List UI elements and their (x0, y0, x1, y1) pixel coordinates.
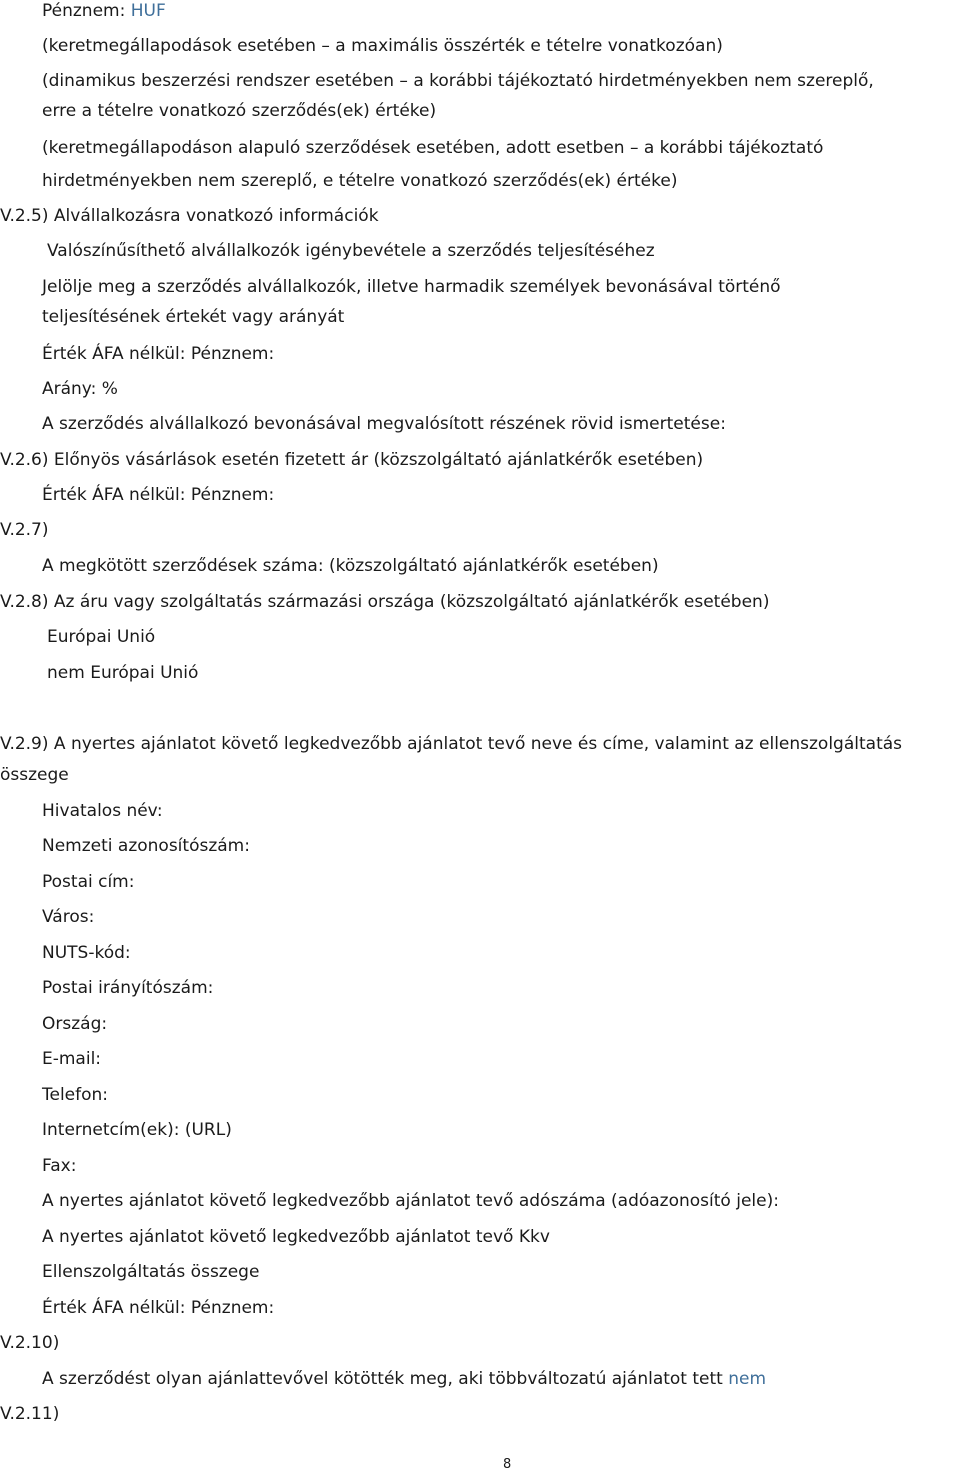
phone-label: Telefon: (42, 1085, 109, 1105)
framework-contract-note-line2: hirdetményekben nem szereplő, e tételre vonatkozó szerződés(ek) értéke) (42, 171, 678, 191)
national-id-label: Nemzeti azonosítószám: (42, 836, 250, 856)
value-excl-vat-label-3: Érték ÁFA nélkül: Pénznem: (42, 1298, 275, 1318)
dps-note-line2: erre a tételre vonatkozó szerződés(ek) értéke) (42, 101, 437, 121)
section-v-2-7-heading: V.2.7) (0, 520, 49, 540)
consideration-amount-label: Ellenszolgáltatás összege (42, 1262, 260, 1282)
currency-label: Pénznem: (42, 1, 126, 21)
framework-contract-note-line1: (keretmegállapodáson alapuló szerződések esetében, adott esetben – a korábbi tájékoztató (42, 138, 824, 158)
city-label: Város: (42, 907, 95, 927)
subcontracting-instruction-line2: teljesítésének értekét vagy arányát (42, 307, 345, 327)
page-number: 8 (503, 1457, 512, 1472)
subcontracting-description-label: A szerződés alvállalkozó bevonásával megvalósított részének rövid ismertetése: (42, 414, 726, 434)
variant-tender-line (42, 1368, 766, 1390)
value-excl-vat-label: Érték ÁFA nélkül: Pénznem: (42, 344, 275, 364)
dps-note-line1: (dinamikus beszerzési rendszer esetében – a korábbi tájékoztató hirdetményekben nem szereplő, (42, 71, 874, 91)
section-v-2-6-heading: V.2.6) Előnyös vásárlások esetén fizetett ár (közszolgáltató ajánlatkérők esetében) (0, 450, 704, 470)
country-label: Ország: (42, 1014, 108, 1034)
option-eu: Európai Unió (47, 627, 156, 647)
sme-label: A nyertes ajánlatot követő legkedvezőbb ajánlatot tevő Kkv (42, 1227, 550, 1247)
contracts-count-label: A megkötött szerződések száma: (közszolgáltató ajánlatkérők esetében) (42, 556, 659, 576)
section-v-2-9-heading-line1: V.2.9) A nyertes ajánlatot követő legkedvezőbb ajánlatot tevő neve és címe, valamint az ellenszolgáltatás (0, 734, 903, 754)
value-excl-vat-label-2: Érték ÁFA nélkül: Pénznem: (42, 485, 275, 505)
subcontracting-instruction-line1: Jelölje meg a szerződés alvállalkozók, illetve harmadik személyek bevonásával történő (42, 277, 781, 297)
official-name-label: Hivatalos név: (42, 801, 163, 821)
option-non-eu: nem Európai Unió (47, 663, 199, 683)
postal-address-label: Postai cím: (42, 872, 135, 892)
section-v-2-11-heading: V.2.11) (0, 1404, 60, 1424)
postal-code-label: Postai irányítószám: (42, 978, 214, 998)
fax-label: Fax: (42, 1156, 77, 1176)
section-v-2-8-heading: V.2.8) Az áru vagy szolgáltatás származási országa (közszolgáltató ajánlatkérők esetében) (0, 592, 770, 612)
currency-value: HUF (130, 1, 166, 21)
framework-note: (keretmegállapodások esetében – a maximális összérték e tételre vonatkozóan) (42, 36, 723, 56)
section-v-2-10-heading: V.2.10) (0, 1333, 60, 1353)
proportion-label: Arány: % (42, 379, 118, 399)
section-v-2-9-heading-line2: összege (0, 765, 69, 785)
currency-line (42, 0, 166, 22)
variant-tender-value: nem (728, 1369, 767, 1389)
nuts-code-label: NUTS-kód: (42, 943, 131, 963)
internet-address-label: Internetcím(ek): (URL) (42, 1120, 232, 1140)
section-v-2-5-heading: V.2.5) Alvállalkozásra vonatkozó információk (0, 206, 379, 226)
tax-number-label: A nyertes ajánlatot követő legkedvezőbb ajánlatot tevő adószáma (adóazonosító jele): (42, 1191, 779, 1211)
variant-tender-label: A szerződést olyan ajánlattevővel kötötték meg, aki többváltozatú ajánlatot tett (42, 1369, 723, 1389)
email-label: E-mail: (42, 1049, 102, 1069)
subcontracting-likely: Valószínűsíthető alvállalkozók igénybevétele a szerződés teljesítéséhez (47, 241, 655, 261)
